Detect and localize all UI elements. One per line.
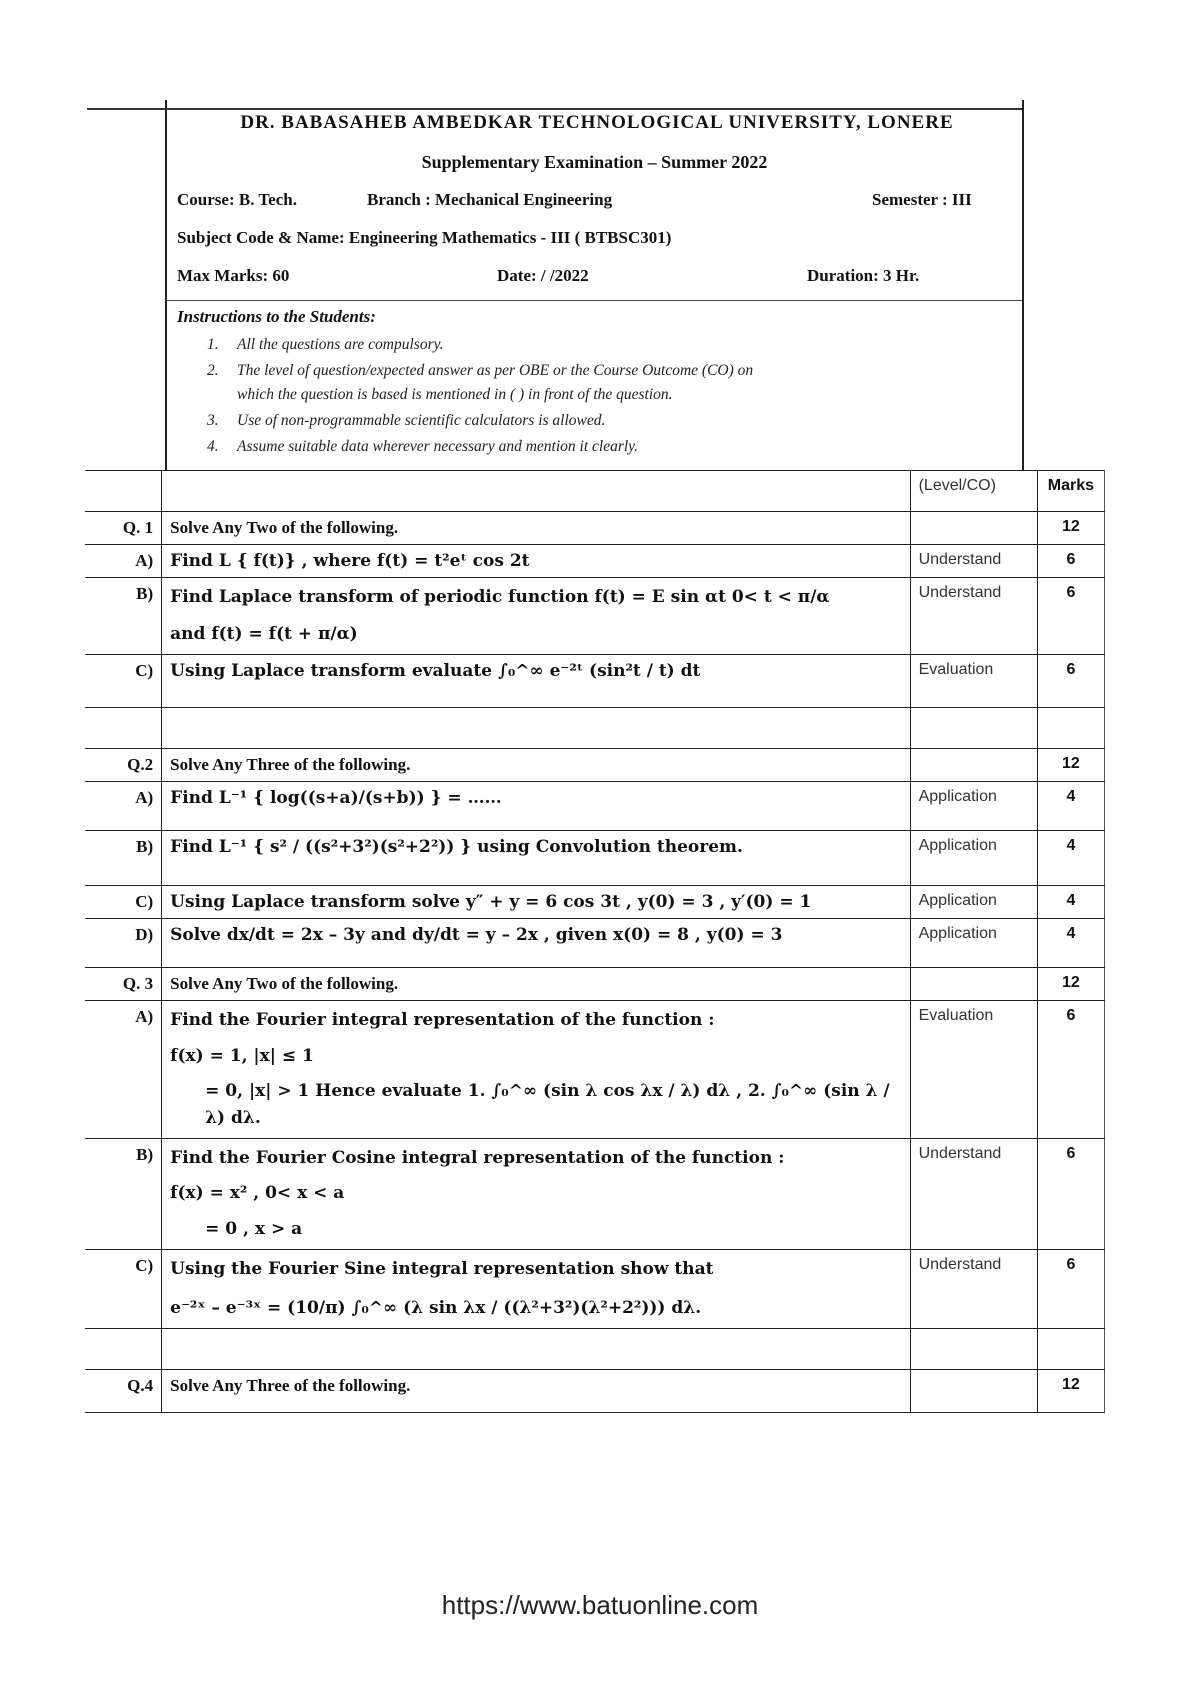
instruction-item: 3. Use of non-programmable scientific calculators is allowed.	[207, 412, 606, 429]
subquestion-text: Find the Fourier integral representation of the function : f(x) = 1, |x| ≤ 1 = 0, |x| > 1 Hence evaluate 1. ∫₀^∞ (sin λ cos λx / λ) dλ , 2. ∫₀^∞ (sin λ / λ) dλ.	[162, 1001, 910, 1139]
subquestion-level: Understand	[910, 545, 1037, 578]
subquestion-text: Using the Fourier Sine integral representation show that e⁻²ˣ – e⁻³ˣ = (10/π) ∫₀^∞ (λ sin λx / ((λ²+3²)(λ²+2²))) dλ.	[162, 1249, 910, 1328]
question-row	[85, 968, 1105, 1001]
question-number: Q. 3	[85, 968, 162, 1001]
subquestion-marks: 4	[1037, 919, 1104, 968]
header-divider	[167, 300, 1022, 301]
subquestion-text: Solve dx/dt = 2x – 3y and dy/dt = y – 2x , given x(0) = 8 , y(0) = 3	[162, 919, 910, 968]
subquestion-level: Application	[910, 919, 1037, 968]
question-row	[85, 749, 1105, 782]
subquestion-label: B)	[85, 578, 162, 655]
subquestion-label: D)	[85, 919, 162, 968]
subquestion-marks: 6	[1037, 545, 1104, 578]
subquestion-label: A)	[85, 545, 162, 578]
subquestion-row	[85, 886, 1105, 919]
subquestion-text: Using Laplace transform solve y″ + y = 6 cos 3t , y(0) = 3 , y′(0) = 1	[162, 886, 910, 919]
subquestion-level: Application	[910, 831, 1037, 886]
instruction-item: 4. Assume suitable data wherever necessary and mention it clearly.	[207, 438, 639, 455]
subquestion-level: Evaluation	[910, 1001, 1037, 1139]
subquestion-marks: 4	[1037, 831, 1104, 886]
subquestion-level: Understand	[910, 1249, 1037, 1328]
level-column-header: (Level/CO)	[910, 471, 1037, 512]
subquestion-label: C)	[85, 1249, 162, 1328]
duration-label: Duration: 3 Hr.	[807, 266, 920, 285]
subquestion-level: Understand	[910, 1139, 1037, 1250]
subquestion-label: C)	[85, 886, 162, 919]
exam-title: Supplementary Examination – Summer 2022	[421, 152, 768, 172]
question-title: Solve Any Three of the following.	[162, 749, 910, 782]
subquestion-row	[85, 655, 1105, 708]
university-name: DR. BABASAHEB AMBEDKAR TECHNOLOGICAL UNIVERSITY, LONERE	[240, 112, 954, 133]
exam-header	[165, 100, 1024, 470]
subquestion-marks: 6	[1037, 1249, 1104, 1328]
question-row	[85, 1370, 1105, 1413]
subquestion-text: Find the Fourier Cosine integral representation of the function : f(x) = x² , 0< x < a = 0 , x > a	[162, 1139, 910, 1250]
subquestion-label: A)	[85, 1001, 162, 1139]
subquestion-text: Using Laplace transform evaluate ∫₀^∞ e⁻²ᵗ (sin²t / t) dt	[162, 655, 910, 708]
subquestion-level: Application	[910, 886, 1037, 919]
subquestion-marks: 6	[1037, 578, 1104, 655]
branch-label: Branch : Mechanical Engineering	[367, 190, 613, 209]
question-marks: 12	[1037, 968, 1104, 1001]
subquestion-text: Find L⁻¹ { log((s+a)/(s+b)) } = ……	[162, 782, 910, 831]
subquestion-label: B)	[85, 1139, 162, 1250]
question-title: Solve Any Two of the following.	[162, 968, 910, 1001]
marks-column-header: Marks	[1037, 471, 1104, 512]
instruction-item: 1. All the questions are compulsory.	[207, 336, 444, 353]
instruction-item: 2. The level of question/expected answer as per OBE or the Course Outcome (CO) on	[207, 362, 754, 379]
subquestion-level: Understand	[910, 578, 1037, 655]
subquestion-row	[85, 782, 1105, 831]
table-header-row	[85, 471, 1105, 512]
question-number: Q. 1	[85, 512, 162, 545]
subquestion-label: B)	[85, 831, 162, 886]
question-title: Solve Any Three of the following.	[162, 1370, 910, 1413]
subquestion-row	[85, 1001, 1105, 1139]
semester-label: Semester : III	[872, 190, 972, 209]
subquestion-row	[85, 919, 1105, 968]
subquestion-marks: 6	[1037, 1139, 1104, 1250]
subquestion-marks: 4	[1037, 782, 1104, 831]
date-label: Date: / /2022	[497, 266, 589, 285]
instruction-item: which the question is based is mentioned in ( ) in front of the question.	[237, 386, 673, 403]
subquestion-marks: 4	[1037, 886, 1104, 919]
subquestion-marks: 6	[1037, 655, 1104, 708]
subquestion-text: Find L⁻¹ { s² / ((s²+3²)(s²+2²)) } using Convolution theorem.	[162, 831, 910, 886]
subquestion-row	[85, 1249, 1105, 1328]
subquestion-label: A)	[85, 782, 162, 831]
subquestion-level: Application	[910, 782, 1037, 831]
question-marks: 12	[1037, 512, 1104, 545]
subquestion-label: C)	[85, 655, 162, 708]
question-number: Q.4	[85, 1370, 162, 1413]
subquestion-row	[85, 831, 1105, 886]
question-row	[85, 512, 1105, 545]
subquestion-row	[85, 1139, 1105, 1250]
spacer-row	[85, 708, 1105, 749]
spacer-row	[85, 1329, 1105, 1370]
subquestion-marks: 6	[1037, 1001, 1104, 1139]
subject-label: Subject Code & Name: Engineering Mathematics - III ( BTBSC301)	[177, 228, 672, 247]
subquestion-text: Find Laplace transform of periodic function f(t) = E sin αt 0< t < π/α and f(t) = f(t + π/α)	[162, 578, 910, 655]
header-top-rule	[87, 108, 1022, 110]
subquestion-text: Find L { f(t)} , where f(t) = t²eᵗ cos 2t	[162, 545, 910, 578]
course-label: Course: B. Tech.	[177, 190, 297, 209]
question-number: Q.2	[85, 749, 162, 782]
instructions-title: Instructions to the Students:	[177, 307, 376, 326]
subquestion-row	[85, 545, 1105, 578]
question-marks: 12	[1037, 1370, 1104, 1413]
question-title: Solve Any Two of the following.	[162, 512, 910, 545]
subquestion-row	[85, 578, 1105, 655]
question-marks: 12	[1037, 749, 1104, 782]
max-marks-label: Max Marks: 60	[177, 266, 290, 285]
footer-url: https://www.batuonline.com	[441, 1590, 759, 1620]
question-table	[85, 470, 1105, 1413]
subquestion-level: Evaluation	[910, 655, 1037, 708]
